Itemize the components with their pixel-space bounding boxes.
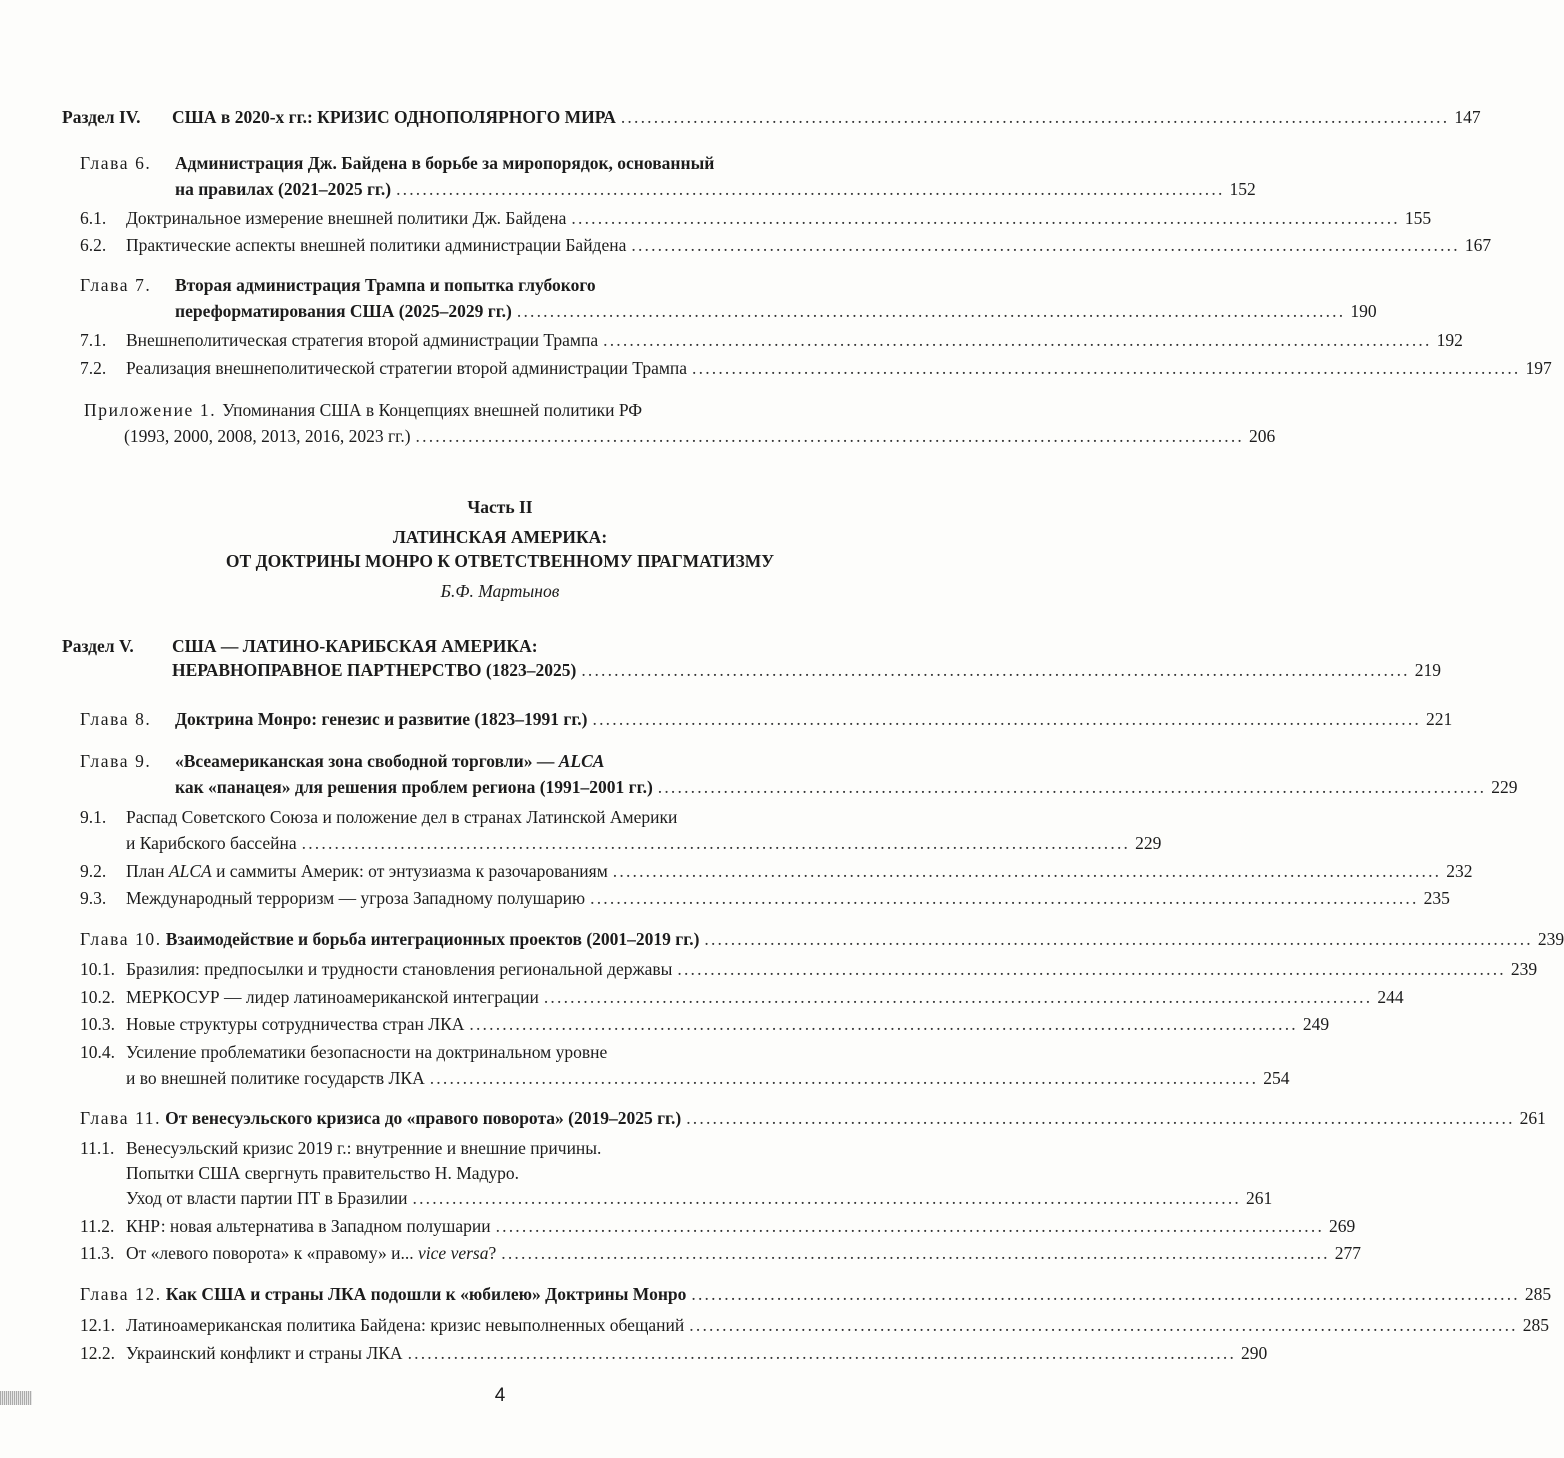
- leader-dots: ..............................................................................................................................: [415, 426, 1244, 446]
- toc-entry-10-1: [80, 956, 1538, 982]
- section-label: Раздел V.: [62, 636, 134, 656]
- chapter-title: Доктрина Монро: генезис и развитие (1823–1991 гг.): [175, 709, 588, 729]
- chapter-title: От венесуэльского кризиса до «правого поворота» (2019–2025 гг.): [165, 1108, 682, 1128]
- toc-entry-chapter-9-line2: [175, 774, 1518, 800]
- subsection-number: 10.3.: [80, 1014, 115, 1034]
- toc-entry-11-3: [80, 1240, 1361, 1266]
- page-number: 4: [494, 1385, 506, 1406]
- toc-entry-chapter-6-line1: [80, 150, 882, 176]
- leader-dots: ..............................................................................................................................: [689, 1315, 1518, 1335]
- subsection-number: 6.2.: [80, 235, 107, 255]
- leader-dots: ..............................................................................................................................: [704, 929, 1533, 949]
- leader-dots: ..............................................................................................................................: [590, 888, 1419, 908]
- chapter-title: Как США и страны ЛКА подошли к «юбилею» Доктрины Монро: [165, 1284, 687, 1304]
- toc-entry-6-2: [80, 232, 1492, 258]
- page-ref: 190: [1350, 301, 1377, 321]
- chapter-label: Глава 12.: [80, 1284, 162, 1304]
- subsection-title: Венесуэльский кризис 2019 г.: внутренние и внешние причины.: [126, 1138, 602, 1158]
- leader-dots: ..............................................................................................................................: [612, 861, 1442, 881]
- part-title-line1: ЛАТИНСКАЯ АМЕРИКА:: [392, 527, 608, 547]
- page-ref: 285: [1522, 1315, 1549, 1335]
- page-ref: 229: [1491, 777, 1518, 797]
- appendix-title: Упоминания США в Концепциях внешней политики РФ: [222, 400, 643, 420]
- toc-entry-9-2: [80, 858, 1473, 884]
- subsection-title: Бразилия: предпосылки и трудности становления региональной державы: [126, 959, 673, 979]
- section-title-cont: НЕРАВНОПРАВНОЕ ПАРТНЕРСТВО (1823–2025): [172, 660, 577, 680]
- chapter-label: Глава 8.: [80, 709, 152, 729]
- page-ref: 147: [1454, 107, 1481, 127]
- toc-entry-12-1: [80, 1312, 1549, 1338]
- page-ref: 277: [1334, 1243, 1361, 1263]
- subsection-title: Усиление проблематики безопасности на доктринальном уровне: [126, 1042, 608, 1062]
- toc-entry-9-1-line1: [80, 804, 882, 830]
- toc-entry-9-1-line2: [126, 830, 1162, 856]
- leader-dots: ..............................................................................................................................: [691, 1284, 1520, 1304]
- subsection-title: МЕРКОСУР — лидер латиноамериканской интеграции: [126, 987, 539, 1007]
- chapter-label: Глава 11.: [80, 1108, 162, 1128]
- subsection-number: 12.1.: [80, 1315, 115, 1335]
- toc-entry-9-3: [80, 885, 1450, 911]
- part-label: Часть II: [467, 497, 533, 517]
- leader-dots: ..............................................................................................................................: [631, 235, 1460, 255]
- leader-dots: ..............................................................................................................................: [501, 1243, 1330, 1263]
- chapter-title-acronym: ALCA: [558, 751, 605, 771]
- leader-dots: ..............................................................................................................................: [571, 208, 1400, 228]
- subsection-number: 7.1.: [80, 330, 107, 350]
- chapter-title-cont: как «панацея» для решения проблем региона (1991–2001 гг.): [175, 777, 653, 797]
- subsection-title: КНР: новая альтернатива в Западном полушарии: [126, 1216, 491, 1236]
- subsection-number: 9.2.: [80, 861, 107, 881]
- subsection-title: Международный терроризм — угроза Западному полушарию: [126, 888, 586, 908]
- leader-dots: ..............................................................................................................................: [429, 1068, 1259, 1088]
- page-ref: 269: [1329, 1216, 1356, 1236]
- subsection-title-cont: Попытки США свергнуть правительство Н. Мадуро.: [126, 1163, 520, 1183]
- subsection-number: 10.4.: [80, 1042, 115, 1062]
- toc-entry-7-2: [80, 355, 1552, 381]
- chapter-label: Глава 7.: [80, 275, 152, 295]
- leader-dots: ..............................................................................................................................: [686, 1108, 1515, 1128]
- chapter-title: Администрация Дж. Байдена в борьбе за миропорядок, основанный: [175, 153, 715, 173]
- leader-dots: ..............................................................................................................................: [412, 1188, 1241, 1208]
- toc-entry-chapter-10: [80, 926, 1564, 952]
- subsection-number: 7.2.: [80, 358, 107, 378]
- toc-entry-chapter-8: [80, 706, 1453, 732]
- appendix-label: Приложение 1.: [84, 400, 217, 420]
- subsection-number: 11.2.: [80, 1216, 115, 1236]
- toc-entry-appendix-1-line1: [84, 397, 882, 423]
- toc-entry-7-1: [80, 327, 1463, 353]
- page-ref: 261: [1519, 1108, 1546, 1128]
- chapter-title: Вторая администрация Трампа и попытка глубокого: [175, 275, 596, 295]
- subsection-number: 10.2.: [80, 987, 115, 1007]
- subsection-title: [126, 1240, 496, 1266]
- page-ref: 206: [1249, 426, 1276, 446]
- toc-entry-10-4-line2: [126, 1065, 1290, 1091]
- page-ref: 239: [1537, 929, 1564, 949]
- subsection-title: Внешнеполитическая стратегия второй администрации Трампа: [126, 330, 599, 350]
- subsection-title-part: ?: [488, 1243, 497, 1263]
- toc-entry-section-4: [62, 104, 1481, 130]
- section-title: США — ЛАТИНО-КАРИБСКАЯ АМЕРИКА:: [172, 636, 538, 656]
- toc-entry-chapter-7-line1: [80, 272, 882, 298]
- leader-dots: ..............................................................................................................................: [603, 330, 1432, 350]
- subsection-title: Реализация внешнеполитической стратегии второй администрации Трампа: [126, 358, 688, 378]
- subsection-number: 9.1.: [80, 807, 107, 827]
- toc-entry-10-3: [80, 1011, 1330, 1037]
- page-ref: 261: [1245, 1188, 1273, 1208]
- subsection-title-cont: Уход от власти партии ПТ в Бразилии: [126, 1188, 408, 1208]
- part-author: Б.Ф. Мартынов: [440, 581, 560, 601]
- leader-dots: ..............................................................................................................................: [677, 959, 1506, 979]
- page-ref: 244: [1377, 987, 1404, 1007]
- chapter-label: Глава 6.: [80, 153, 152, 173]
- subsection-title-part: От «левого поворота» к «правому» и...: [126, 1243, 419, 1263]
- part-title-line2: ОТ ДОКТРИНЫ МОНРО К ОТВЕТСТВЕННОМУ ПРАГМАТИЗМУ: [225, 551, 775, 571]
- toc-entry-chapter-12: [80, 1281, 1552, 1307]
- chapter-label: Глава 10.: [80, 929, 162, 949]
- leader-dots: ..............................................................................................................................: [396, 179, 1225, 199]
- leader-dots: ..............................................................................................................................: [495, 1216, 1325, 1236]
- subsection-title-part: План: [126, 861, 169, 881]
- subsection-title: Распад Советского Союза и положение дел в странах Латинской Америки: [126, 807, 678, 827]
- leader-dots: ..............................................................................................................................: [469, 1014, 1298, 1034]
- toc-entry-10-4-line1: [80, 1039, 882, 1065]
- page-ref: 232: [1446, 861, 1473, 881]
- scan-artifact: [0, 1391, 32, 1405]
- toc-entry-11-1-line3: [126, 1185, 1273, 1211]
- toc-entry-chapter-7-line2: [175, 298, 1377, 324]
- toc-entry-chapter-9-line1: [80, 748, 882, 774]
- subsection-number: 10.1.: [80, 959, 115, 979]
- subsection-title-cont: и во внешней политике государств ЛКА: [126, 1068, 425, 1088]
- toc-entry-chapter-6-line2: [175, 176, 1256, 202]
- page-ref: 249: [1302, 1014, 1330, 1034]
- chapter-title: [175, 748, 604, 774]
- page-ref: 192: [1436, 330, 1463, 350]
- leader-dots: ..............................................................................................................................: [620, 107, 1450, 127]
- chapter-title-cont: на правилах (2021–2025 гг.): [175, 179, 392, 199]
- leader-dots: ..............................................................................................................................: [657, 777, 1487, 797]
- leader-dots: ..............................................................................................................................: [407, 1343, 1237, 1363]
- page-ref: 254: [1263, 1068, 1290, 1088]
- toc-entry-section-5-line1: [62, 633, 882, 659]
- page-ref: 290: [1241, 1343, 1268, 1363]
- page-ref: 229: [1135, 833, 1162, 853]
- chapter-title-cont: переформатирования США (2025–2029 гг.): [175, 301, 512, 321]
- section-title: США в 2020-х гг.: КРИЗИС ОДНОПОЛЯРНОГО МИРА: [172, 107, 616, 127]
- toc-entry-chapter-11: [80, 1105, 1546, 1131]
- page-ref: 239: [1510, 959, 1538, 979]
- leader-dots: ..............................................................................................................................: [581, 660, 1410, 680]
- page-ref: 285: [1524, 1284, 1552, 1304]
- subsection-number: 11.1.: [80, 1138, 115, 1158]
- subsection-title-acronym: ALCA: [168, 861, 212, 881]
- leader-dots: ..............................................................................................................................: [543, 987, 1373, 1007]
- page-ref: 235: [1423, 888, 1450, 908]
- subsection-title: Практические аспекты внешней политики администрации Байдена: [126, 235, 627, 255]
- chapter-title: Взаимодействие и борьба интеграционных проектов (2001–2019 гг.): [165, 929, 700, 949]
- subsection-title-cont: и Карибского бассейна: [126, 833, 297, 853]
- toc-entry-11-1-line1: [80, 1135, 882, 1161]
- section-label: Раздел IV.: [62, 107, 141, 127]
- page-ref: 167: [1464, 235, 1492, 255]
- subsection-number: 11.3.: [80, 1243, 115, 1263]
- subsection-title-part: и саммиты Америк: от энтузиазма к разочарованиям: [211, 861, 608, 881]
- subsection-title-latin: vice versa: [418, 1243, 489, 1263]
- toc-entry-11-2: [80, 1213, 1356, 1239]
- subsection-title: Латиноамериканская политика Байдена: кризис невыполненных обещаний: [126, 1315, 685, 1335]
- page-ref: 155: [1404, 208, 1432, 228]
- subsection-title: Украинский конфликт и страны ЛКА: [126, 1343, 403, 1363]
- subsection-title: Доктринальное измерение внешней политики Дж. Байдена: [126, 208, 567, 228]
- toc-entry-6-1: [80, 205, 1432, 231]
- page-ref: 219: [1414, 660, 1442, 680]
- leader-dots: ..............................................................................................................................: [592, 709, 1421, 729]
- toc-entry-12-2: [80, 1340, 1268, 1366]
- subsection-title: Новые структуры сотрудничества стран ЛКА: [126, 1014, 465, 1034]
- leader-dots: ..............................................................................................................................: [516, 301, 1346, 321]
- subsection-number: 12.2.: [80, 1343, 115, 1363]
- appendix-title-cont: (1993, 2000, 2008, 2013, 2016, 2023 гг.): [124, 426, 411, 446]
- chapter-label: Глава 9.: [80, 751, 152, 771]
- chapter-title-part: «Всеамериканская зона свободной торговли» —: [175, 751, 559, 771]
- toc-entry-appendix-1-line2: [124, 423, 1276, 449]
- leader-dots: ..............................................................................................................................: [301, 833, 1131, 853]
- subsection-number: 9.3.: [80, 888, 107, 908]
- toc-entry-section-5-line2: [172, 657, 1442, 683]
- toc-entry-11-1-line2: [126, 1160, 882, 1186]
- toc-entry-10-2: [80, 984, 1404, 1010]
- page-ref: 152: [1229, 179, 1256, 199]
- leader-dots: ..............................................................................................................................: [692, 358, 1521, 378]
- subsection-title: [126, 858, 608, 884]
- page-ref: 221: [1425, 709, 1453, 729]
- page-ref: 197: [1525, 358, 1552, 378]
- subsection-number: 6.1.: [80, 208, 107, 228]
